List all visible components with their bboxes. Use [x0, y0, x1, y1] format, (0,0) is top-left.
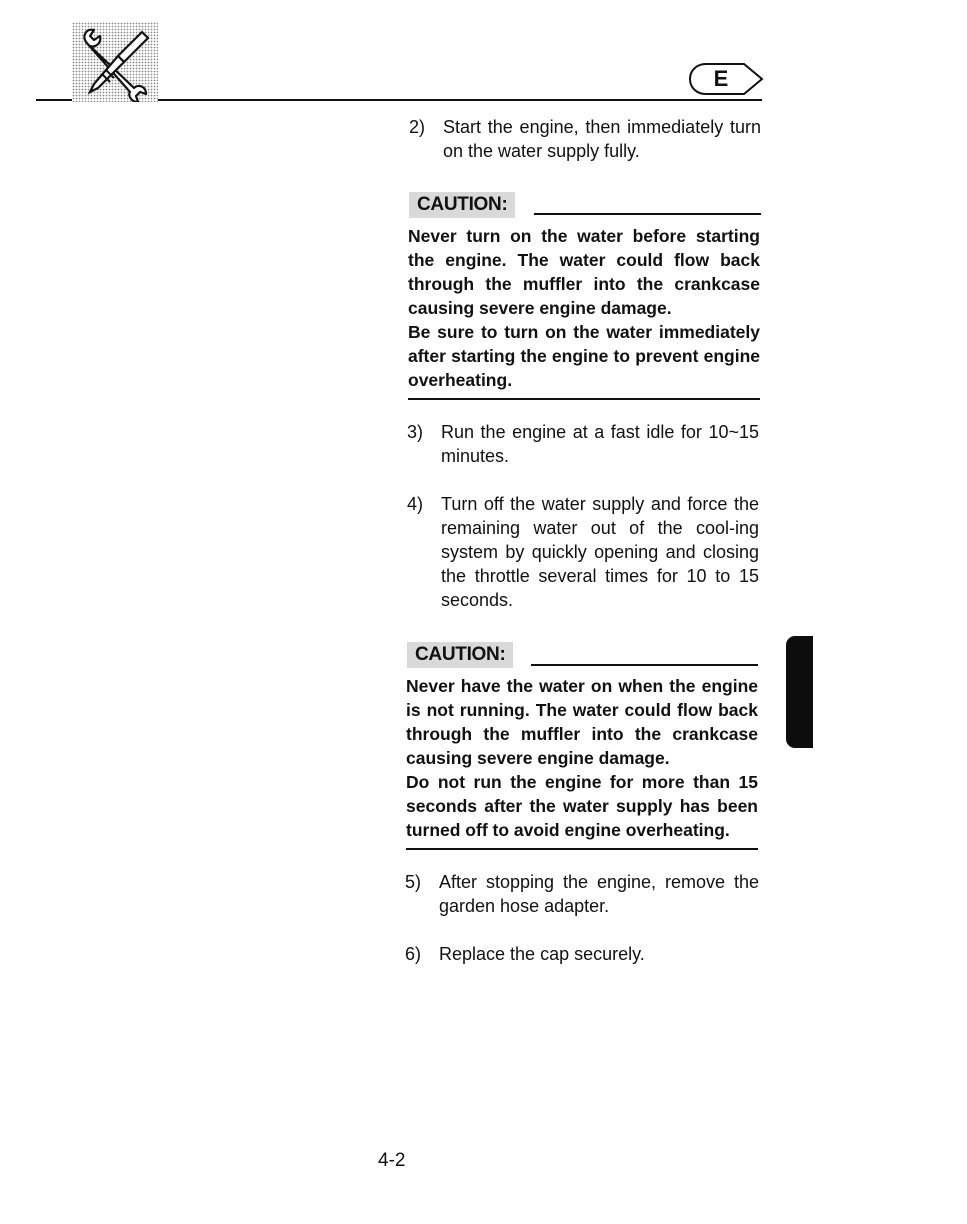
step-text: Turn off the water supply and force the remaining water out of the cool-ing system by quickly opening and closing the throttle several times for 10 to 15 seconds.: [441, 494, 759, 610]
step-text: Replace the cap securely.: [439, 944, 645, 964]
caution-heading: [409, 192, 761, 218]
caution-paragraph: Be sure to turn on the water immediately after starting the engine to prevent engine overheating.: [408, 322, 760, 390]
step-text: Start the engine, then immediately turn on the water supply fully.: [443, 117, 761, 161]
step-number: 5): [405, 872, 422, 892]
caution-paragraph: Never have the water on when the engine is not running. The water could flow back through the muffler into the crankcase causing severe engine damage.: [406, 676, 758, 768]
language-badge: [688, 62, 764, 96]
caution-heading: [407, 642, 758, 668]
caution-heading-rule: [531, 664, 758, 666]
step-number: 6): [405, 944, 422, 964]
header-rule: [158, 99, 762, 101]
page-number: 4-2: [378, 1150, 406, 1171]
header-rule-left: [36, 99, 72, 101]
caution-paragraph: Never turn on the water before starting the engine. The water could flow back through the muffler into the crankcase causing severe engine damage.: [408, 226, 760, 318]
caution-heading-rule: [534, 213, 761, 215]
caution-label: CAUTION:: [409, 192, 515, 218]
step-number: 4): [407, 494, 424, 514]
caution-text: [408, 224, 760, 392]
step-number: 3): [407, 422, 424, 442]
caution-paragraph: Do not run the engine for more than 15 seconds after the water supply has been turned off to avoid engine overheating.: [406, 772, 758, 840]
caution-end-rule: [408, 398, 760, 400]
tools-icon: [72, 22, 158, 102]
caution-label: CAUTION:: [407, 642, 513, 668]
step-number: 2): [409, 117, 426, 137]
step-text: Run the engine at a fast idle for 10~15 minutes.: [441, 422, 759, 466]
chapter-tab: [786, 636, 813, 748]
caution-end-rule: [406, 848, 758, 850]
language-badge-letter: E: [713, 66, 729, 91]
caution-text: [406, 674, 758, 842]
step-text: After stopping the engine, remove the garden hose adapter.: [439, 872, 759, 916]
